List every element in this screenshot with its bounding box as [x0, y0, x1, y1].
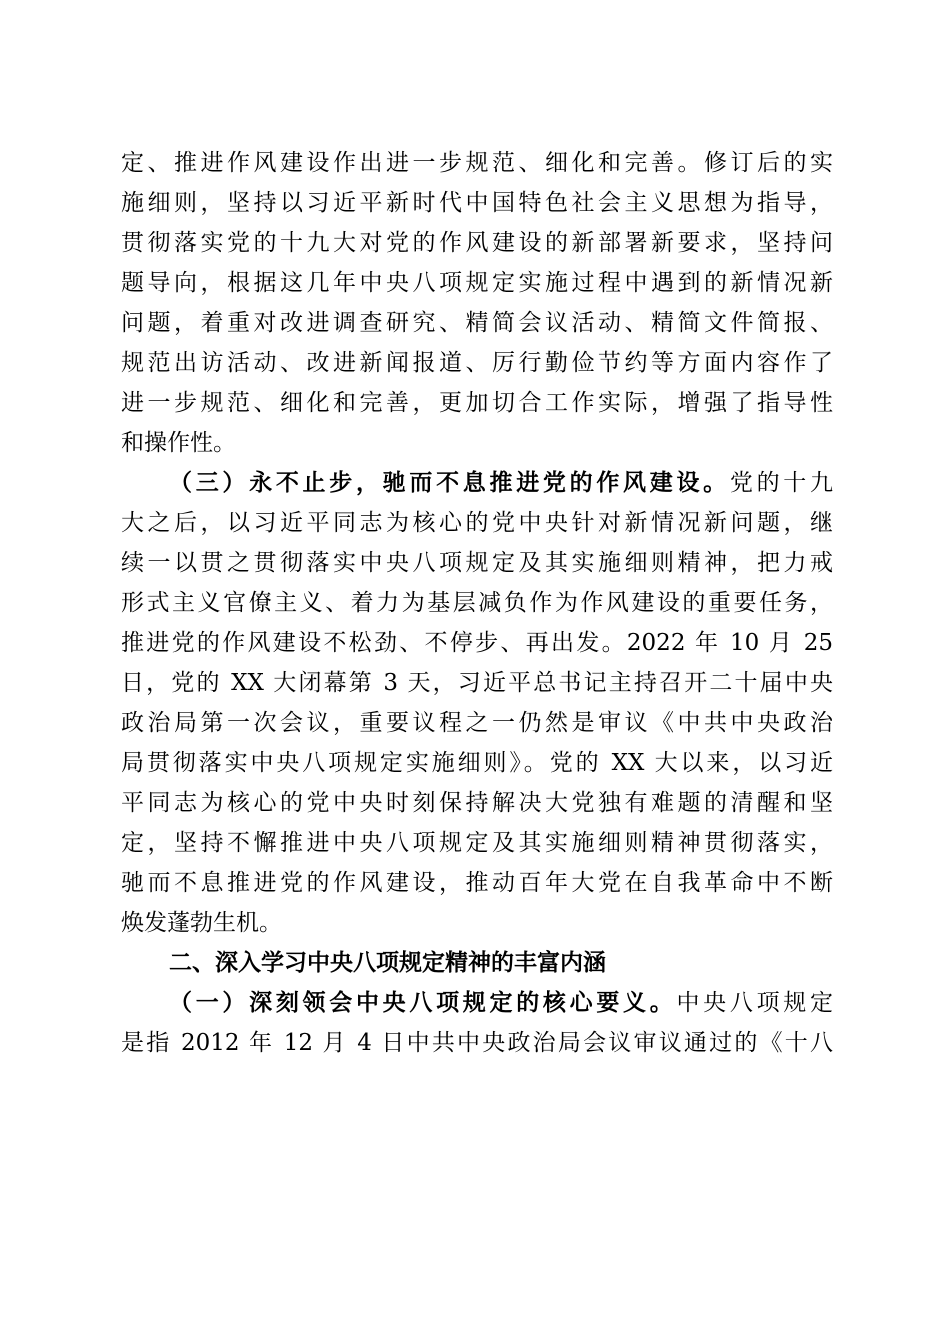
section-heading: 二、深入学习中央八项规定精神的丰富内涵	[169, 950, 606, 976]
text-line: 进一步规范、细化和完善，更加切合工作实际，增强了指导性	[121, 390, 833, 416]
text-line	[121, 463, 833, 503]
paragraph-2	[121, 463, 833, 943]
document-body	[121, 143, 833, 1063]
text-line: 是指 2012 年 12 月 4 日中共中央政治局会议审议通过的《十八	[121, 1030, 833, 1056]
text-line: 政治局第一次会议，重要议程之一仍然是审议《中共中央政治	[121, 710, 833, 736]
text-line-rest: 党的十九	[729, 470, 834, 496]
text-line: 局贯彻落实中央八项规定实施细则》。党的 XX 大以来，以习近	[121, 750, 833, 776]
section-lead-1: （一）深刻领会中央八项规定的核心要义。	[169, 990, 677, 1016]
text-line: 形式主义官僚主义、着力为基层减负作为作风建设的重要任务，	[121, 590, 833, 616]
text-line	[121, 983, 833, 1023]
text-line: 续一以贯之贯彻落实中央八项规定及其实施细则精神，把力戒	[121, 550, 833, 576]
text-line: 题导向，根据这几年中央八项规定实施过程中遇到的新情况新	[121, 270, 833, 296]
text-line: 施细则，坚持以习近平新时代中国特色社会主义思想为指导，	[121, 190, 833, 216]
text-line-rest: 中央八项规定	[676, 990, 834, 1016]
text-line: 定，坚持不懈推进中央八项规定及其实施细则精神贯彻落实，	[121, 830, 833, 856]
section-lead-3: （三）永不止步，驰而不息推进党的作风建设。	[169, 470, 730, 496]
paragraph-3	[121, 983, 833, 1063]
text-line: 大之后，以习近平同志为核心的党中央针对新情况新问题，继	[121, 510, 833, 536]
text-line: 日，党的 XX 大闭幕第 3 天，习近平总书记主持召开二十届中央	[121, 670, 833, 696]
text-line: 问题，着重对改进调查研究、精简会议活动、精简文件简报、	[121, 310, 833, 336]
text-line: 焕发蓬勃生机。	[121, 910, 282, 936]
text-line: 规范出访活动、改进新闻报道、厉行勤俭节约等方面内容作了	[121, 350, 833, 376]
text-line: 贯彻落实党的十九大对党的作风建设的新部署新要求，坚持问	[121, 230, 833, 256]
text-line: 定、推进作风建设作出进一步规范、细化和完善。修订后的实	[121, 150, 833, 176]
text-line: 平同志为核心的党中央时刻保持解决大党独有难题的清醒和坚	[121, 790, 833, 816]
text-line: 驰而不息推进党的作风建设，推动百年大党在自我革命中不断	[121, 870, 833, 896]
text-line: 和操作性。	[121, 430, 236, 456]
text-line: 推进党的作风建设不松劲、不停步、再出发。2022 年 10 月 25	[121, 630, 833, 656]
paragraph-1	[121, 143, 833, 463]
